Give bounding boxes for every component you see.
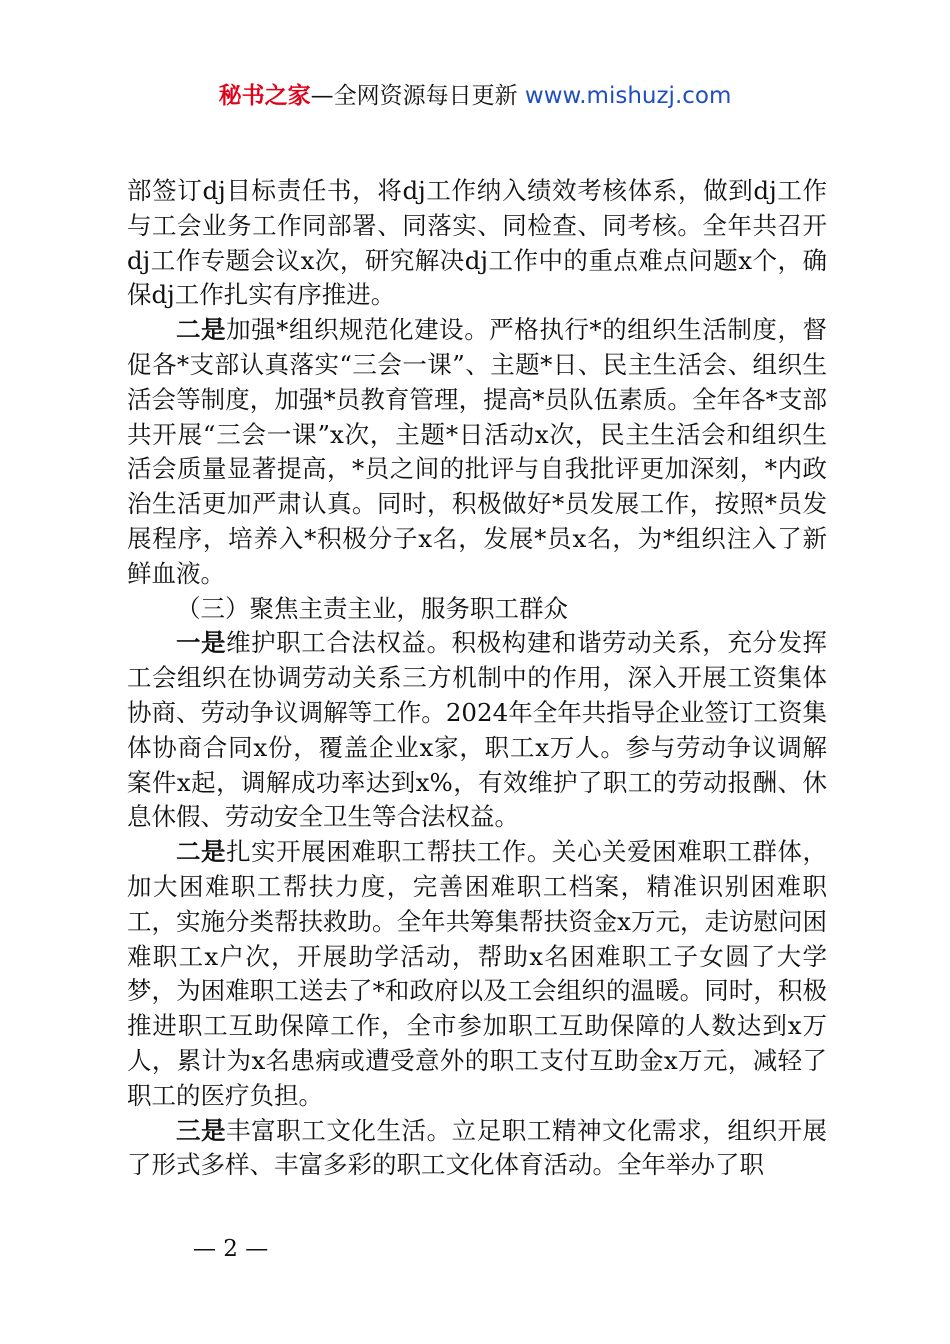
paragraph-party-organization	[127, 313, 827, 591]
paragraph-text: 丰富职工文化生活。立足职工精神文化需求，组织开展了形式多样、丰富多彩的职工文化体育活动。全年举办了职	[127, 1115, 828, 1180]
document-body	[127, 174, 827, 1183]
paragraph-lead: 二是	[176, 315, 227, 345]
paragraph-lead: 二是	[176, 837, 227, 867]
paragraph-hardship-assistance	[127, 835, 827, 1113]
site-header-banner	[0, 80, 950, 112]
paragraph-text: 部签订dj目标责任书，将dj工作纳入绩效考核体系，做到dj工作与工会业务工作同部署、同落实、同检查、同考核。全年共召开dj工作专题会议x次，研究解决dj工作中的重点难点问题x个，确保dj工作扎实有序推进。	[127, 176, 827, 310]
section-heading	[127, 592, 827, 627]
paragraph-text: 加强*组织规范化建设。严格执行*的组织生活制度，督促各*支部认真落实“三会一课”、主题*日、民主生活会、组织生活会等制度，加强*员教育管理，提高*员队伍素质。全年各*支部共开展“三会一课”x次，主题*日活动x次，民主生活会和组织生活会质量显著提高，*员之间的批评与自我批评更加深刻，*内政治生活更加严肃认真。同时，积极做好*员发展工作，按照*员发展程序，培养入*积极分子x名，发展*员x名，为*组织注入了新鲜血液。	[127, 315, 827, 588]
site-tagline: —全网资源每日更新	[310, 83, 525, 109]
paragraph-continuation	[127, 174, 827, 313]
paragraph-text: 维护职工合法权益。积极构建和谐劳动关系，充分发挥工会组织在协调劳动关系三方机制中的作用，深入开展工资集体协商、劳动争议调解等工作。2024年全年共指导企业签订工资集体协商合同x份，覆盖企业x家，职工x万人。参与劳动争议调解案件x起，调解成功率达到x%，有效维护了职工的劳动报酬、休息休假、劳动安全卫生等合法权益。	[127, 628, 828, 832]
paragraph-worker-rights	[127, 626, 827, 835]
paragraph-lead: 一是	[176, 628, 227, 658]
paragraph-cultural-life	[127, 1114, 827, 1184]
section-heading-text: （三）聚焦主责主业，服务职工群众	[176, 593, 568, 623]
page-number: — 2 —	[193, 1236, 269, 1262]
paragraph-lead: 三是	[176, 1115, 227, 1145]
site-brand-name: 秘书之家	[218, 83, 311, 109]
paragraph-text: 扎实开展困难职工帮扶工作。关心关爱困难职工群体，加大困难职工帮扶力度，完善困难职工档案，精准识别困难职工，实施分类帮扶救助。全年共筹集帮扶资金x万元，走访慰问困难职工x户次，开展助学活动，帮助x名困难职工子女圆了大学梦，为困难职工送去了*和政府以及工会组织的温暖。同时，积极推进职工互助保障工作，全市参加职工互助保障的人数达到x万人，累计为x名患病或遭受意外的职工支付互助金x万元，减轻了职工的医疗负担。	[127, 837, 828, 1110]
site-url-link[interactable]: www.mishuzj.com	[524, 83, 732, 109]
